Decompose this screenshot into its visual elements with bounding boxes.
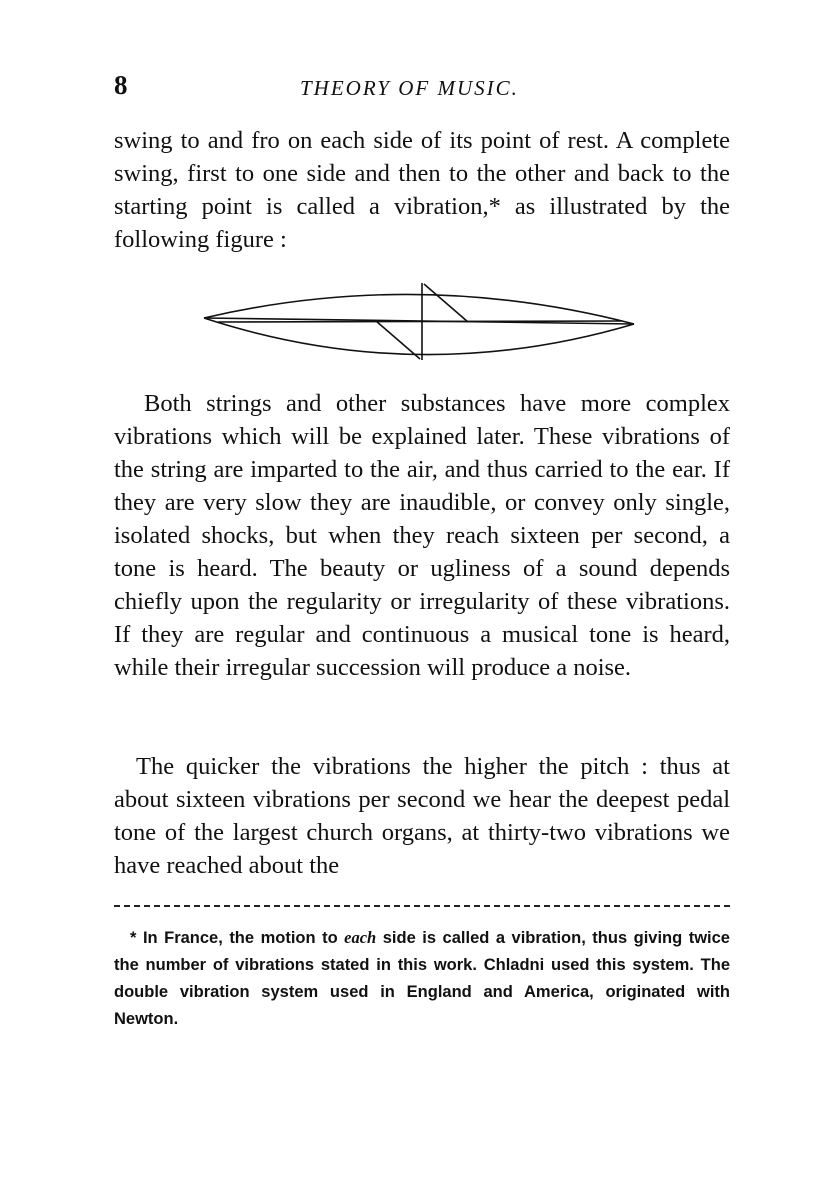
footnote-text-1: In France, the motion to <box>142 929 345 947</box>
vibrating-string-diagram-icon <box>198 278 640 364</box>
footnote <box>114 924 730 1033</box>
footnote-text-2: side is called a vibration, thus giving twice the number of vibrations stated in this work. Chladni used this system. The double vibration system used in England and America, originated with Newton. <box>114 929 730 1028</box>
footnote-emphasis: each <box>344 928 377 947</box>
body-paragraph-2: Both strings and other substances have more complex vibrations which will be explained later. These vibrations of the string are imparted to the air, and thus carried to the ear. If they are very slow they are inaudible, or convey only single, isolated shocks, but when they reach sixteen per second, a tone is heard. The beauty or ugliness of a sound depends chiefly upon the regularity or irregularity of these vibrations. If they are regular and continuous a musical tone is heard, while their irregular succession will produce a noise. <box>114 390 730 681</box>
footnote-marker: * <box>130 929 143 947</box>
footnote-rule <box>114 905 730 907</box>
running-head: THEORY OF MUSIC. <box>300 76 519 100</box>
body-paragraph-3: The quicker the vibrations the higher the pitch : thus at about sixteen vibrations per second we hear the deepest pedal tone of the largest church organs, at thirty-two vibrations we have reached about the <box>114 753 730 879</box>
body-paragraph-1: swing to and fro on each side of its point of rest. A complete swing, first to one side and then to the other and back to the starting point is called a vibration,* as illustrated by the following figure : <box>114 127 730 253</box>
page-number: 8 <box>114 70 128 100</box>
